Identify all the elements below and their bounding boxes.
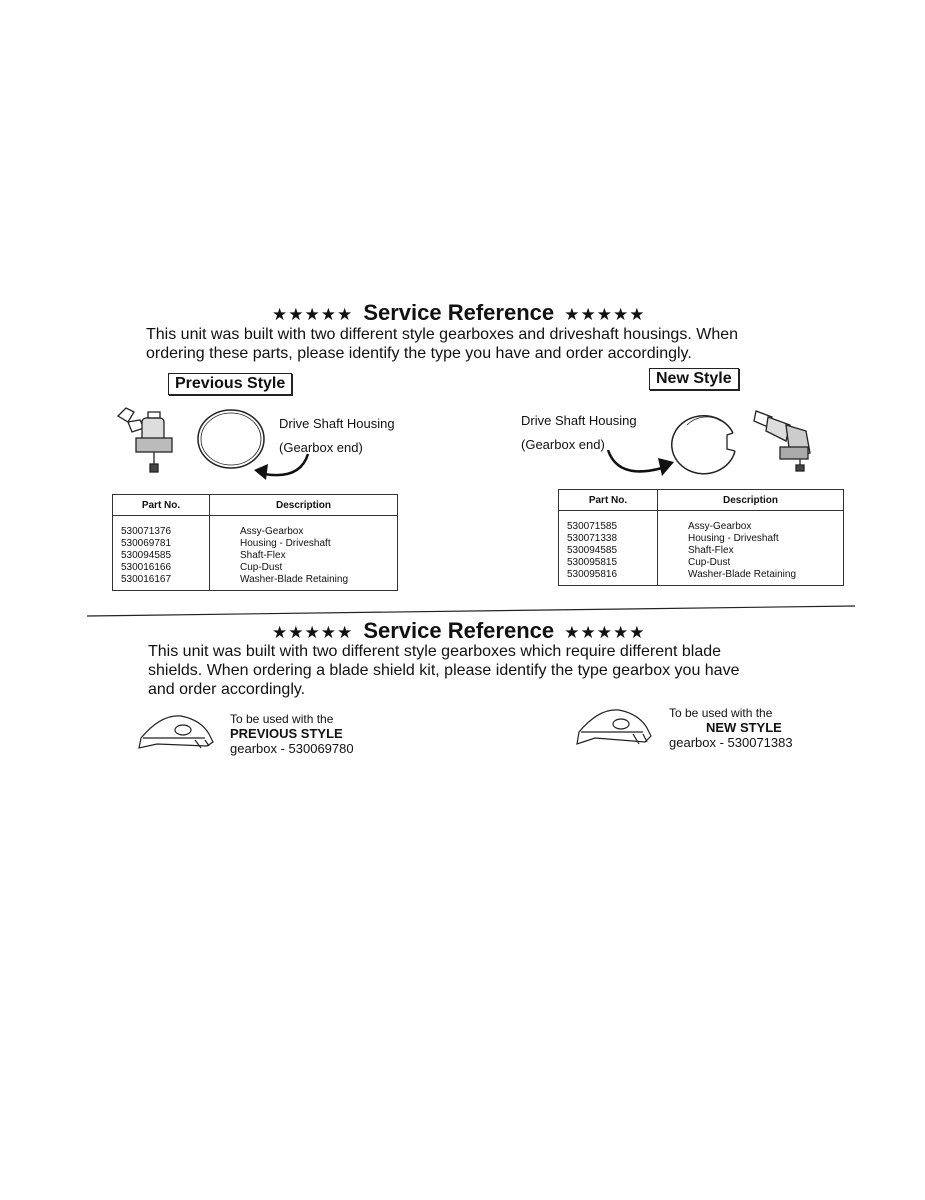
heading-title: Service Reference xyxy=(363,300,555,325)
blade-line-3: and order accordingly. xyxy=(148,681,306,698)
part-no: 530016166 xyxy=(121,562,172,573)
section-divider xyxy=(85,603,857,619)
new-shield-caption xyxy=(669,706,793,750)
previous-parts-table xyxy=(112,494,398,591)
blade-line-1: This unit was built with two different style gearboxes which require different blade xyxy=(148,643,722,660)
part-no-column xyxy=(559,511,658,586)
part-no: 530016167 xyxy=(121,574,172,585)
part-no: 530094585 xyxy=(121,550,172,561)
description: Assy-Gearbox xyxy=(240,526,304,537)
new-housing-ring-icon xyxy=(669,411,741,475)
part-no: 530071376 xyxy=(121,526,172,537)
previous-gearbox-drawing xyxy=(112,402,184,476)
description-column xyxy=(658,511,844,586)
part-no: 530095815 xyxy=(567,557,618,568)
stars-right: ★★★★★ xyxy=(564,623,646,642)
new-style-label: New Style xyxy=(649,368,739,390)
part-no-column xyxy=(113,516,210,591)
description-header: Description xyxy=(658,490,844,511)
new-arrow-icon xyxy=(600,446,678,482)
intro-line-2: ordering these parts, please identify the type you have and order accordingly. xyxy=(146,345,692,362)
description: Cup-Dust xyxy=(240,562,283,573)
stars-right: ★★★★★ xyxy=(564,305,646,324)
service-reference-heading-2 xyxy=(272,618,645,644)
part-no: 530071338 xyxy=(567,533,618,544)
description: Cup-Dust xyxy=(688,557,731,568)
description: Housing - Driveshaft xyxy=(240,538,331,549)
description-column xyxy=(210,516,398,591)
stars-left: ★★★★★ xyxy=(272,305,354,324)
blade-line-2: shields. When ordering a blade shield kit, please identify the type gearbox you have xyxy=(148,662,740,679)
previous-shield-caption xyxy=(230,712,354,756)
new-callout-line-1: Drive Shaft Housing xyxy=(521,413,637,428)
description: Shaft-Flex xyxy=(240,550,286,561)
intro-line-1: This unit was built with two different style gearboxes and driveshaft housings. When xyxy=(146,326,739,343)
new-gearbox-drawing xyxy=(750,405,822,475)
part-no-header: Part No. xyxy=(113,495,210,516)
stars-left: ★★★★★ xyxy=(272,623,354,642)
new-blade-shield-drawing xyxy=(573,706,655,748)
new-shield-line-1: To be used with the xyxy=(669,706,773,720)
new-callout-line-2: (Gearbox end) xyxy=(521,437,605,452)
description: Washer-Blade Retaining xyxy=(688,569,797,580)
new-shield-line-3: gearbox - 530071383 xyxy=(669,735,793,750)
previous-callout-line-1: Drive Shaft Housing xyxy=(279,416,395,431)
previous-arrow-icon xyxy=(250,450,320,490)
part-no: 530069781 xyxy=(121,538,172,549)
intro-paragraph xyxy=(146,325,826,363)
previous-shield-line-3: gearbox - 530069780 xyxy=(230,741,354,756)
description: Washer-Blade Retaining xyxy=(240,574,349,585)
heading-title: Service Reference xyxy=(363,618,555,643)
service-reference-heading xyxy=(272,300,645,326)
previous-callout-line-2: (Gearbox end) xyxy=(279,440,363,455)
blade-shield-paragraph xyxy=(148,642,828,699)
new-shield-line-2: NEW STYLE xyxy=(706,720,782,735)
previous-shield-line-1: To be used with the xyxy=(230,712,334,726)
previous-shield-line-2: PREVIOUS STYLE xyxy=(230,726,343,741)
part-no: 530095816 xyxy=(567,569,618,580)
new-parts-table xyxy=(558,489,844,586)
previous-blade-shield-drawing xyxy=(135,712,217,752)
description: Housing - Driveshaft xyxy=(688,533,779,544)
previous-style-label: Previous Style xyxy=(168,373,292,395)
part-no: 530071585 xyxy=(567,521,618,532)
part-no-header: Part No. xyxy=(559,490,658,511)
description: Shaft-Flex xyxy=(688,545,734,556)
description-header: Description xyxy=(210,495,398,516)
part-no: 530094585 xyxy=(567,545,618,556)
description: Assy-Gearbox xyxy=(688,521,752,532)
